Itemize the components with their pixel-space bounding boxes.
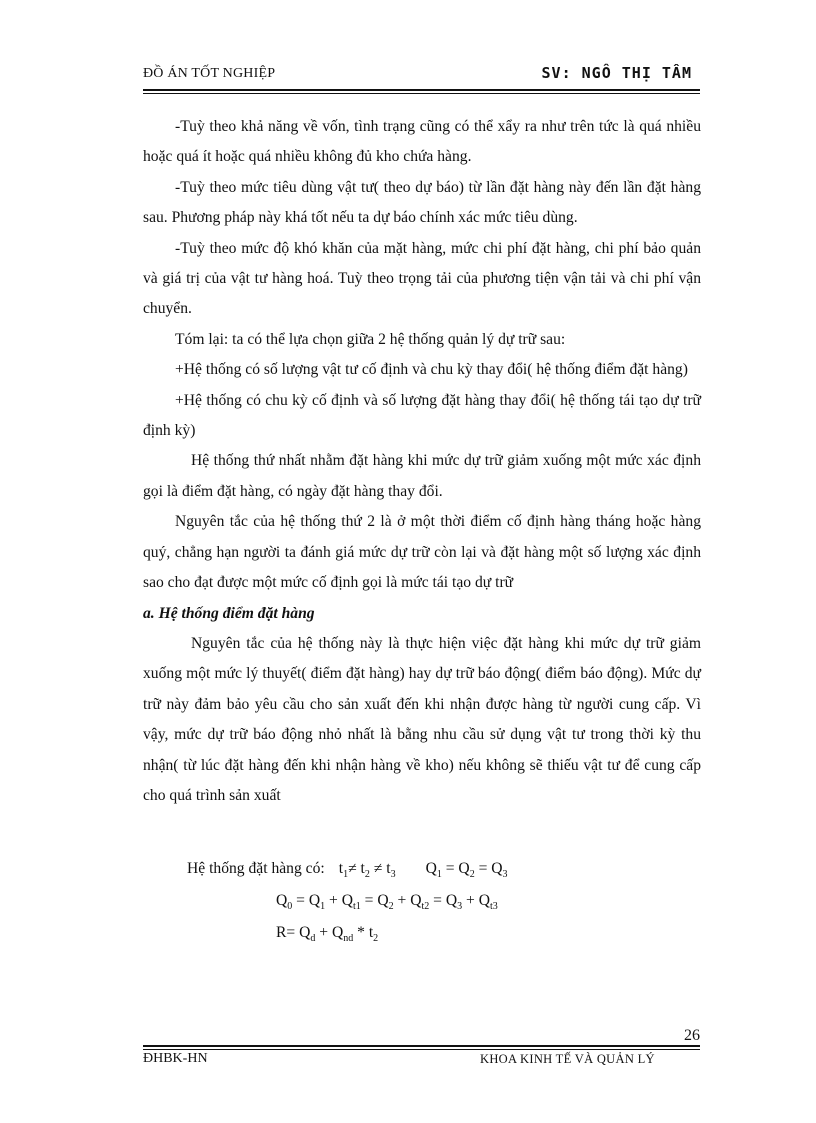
header-author: SV: NGÔ THỊ TÂM — [541, 64, 692, 82]
paragraph-2: -Tuỳ theo mức tiêu dùng vật tư( theo dự báo) từ lần đặt hàng này đến lần đặt hàng sau. Phương pháp này khá tốt nếu ta dự báo chính xác mức tiêu dùng. — [143, 178, 701, 227]
paragraph-4: Tóm lại: ta có thể lựa chọn giữa 2 hệ thống quản lý dự trữ sau: — [175, 330, 566, 348]
formula-line-1: Hệ thống đặt hàng có: $t_1\ne t_2 \ne t_3$ $Q_1 = Q_2 = Q_3$ — [187, 860, 508, 881]
paragraph-7: Hệ thống thứ nhất nhằm đặt hàng khi mức dự trữ giảm xuống một mức xác định gọi là điểm đặt hàng, có ngày đặt hàng thay đổi. — [143, 452, 701, 500]
document-body — [143, 112, 701, 811]
footer-faculty: KHOA KINH TẾ VÀ QUẢN LÝ — [480, 1052, 655, 1066]
footer-rule-thin — [143, 1049, 700, 1050]
paragraph-1: -Tuỳ theo khả năng về vốn, tình trạng cũng có thể xẩy ra như trên tức là quá nhiều hoặc quá ít hoặc quá nhiều không đủ kho chứa hàng. — [143, 118, 701, 166]
header-title: ĐỒ ÁN TỐT NGHIỆP — [143, 66, 276, 81]
section-paragraph: Nguyên tắc của hệ thống này là thực hiện việc đặt hàng khi mức dự trữ giảm xuống một mức lý thuyết( điểm đặt hàng) hay dự trữ báo động( điểm báo động). Mức dự trữ này đảm bảo yêu cầu cho sản xuất đến khi nhận được hàng từ người cung cấp. Vì vậy, mức dự trữ báo động nhỏ nhất là bằng nhu cầu sử dụng vật tư trong thời kỳ thu nhận( từ lúc đặt hàng đến khi nhận hàng về kho) nếu không sẽ thiếu vật tư để cung cấp cho quá trình sản xuất — [143, 634, 701, 804]
section-heading: a. Hệ thống điểm đặt hàng — [143, 604, 315, 622]
header-rule-thin — [143, 93, 700, 94]
formula-label: Hệ thống đặt hàng có: — [187, 860, 325, 877]
formula-line-3: $R= Q_d + Q_{nd} * t_2$ — [276, 924, 379, 945]
paragraph-8: Nguyên tắc của hệ thống thứ 2 là ở một thời điểm cố định hàng tháng hoặc hàng quý, chẳng hạn người ta đánh giá mức dự trữ còn lại và đặt hàng một số lượng xác định sao cho đạt được một mức cố định gọi là mức tái tạo dự trữ — [143, 513, 701, 592]
header-rule — [143, 89, 700, 91]
paragraph-3: -Tuỳ theo mức độ khó khăn của mặt hàng, mức chi phí đặt hàng, chi phí bảo quản và giá trị của vật tư hàng hoá. Tuỳ theo trọng tải của phương tiện vận tải và chi phí vận chuyển. — [143, 239, 701, 318]
page-header — [143, 64, 700, 88]
paragraph-5: +Hệ thống có số lượng vật tư cố định và chu kỳ thay đổi( hệ thống điểm đặt hàng) — [175, 361, 688, 379]
paragraph-6: +Hệ thống có chu kỳ cố định và số lượng đặt hàng thay đổi( hệ thống tái tạo dự trữ định kỳ) — [143, 391, 701, 440]
footer-rule — [143, 1045, 700, 1047]
page-number: 26 — [684, 1027, 700, 1044]
footer-institution: ĐHBK-HN — [143, 1051, 208, 1066]
formula-line-2: $Q_0 = Q_1 + Q_{t1} = Q_2 + Q_{t2} = Q_3 + Q_{t3}$ — [276, 892, 498, 913]
